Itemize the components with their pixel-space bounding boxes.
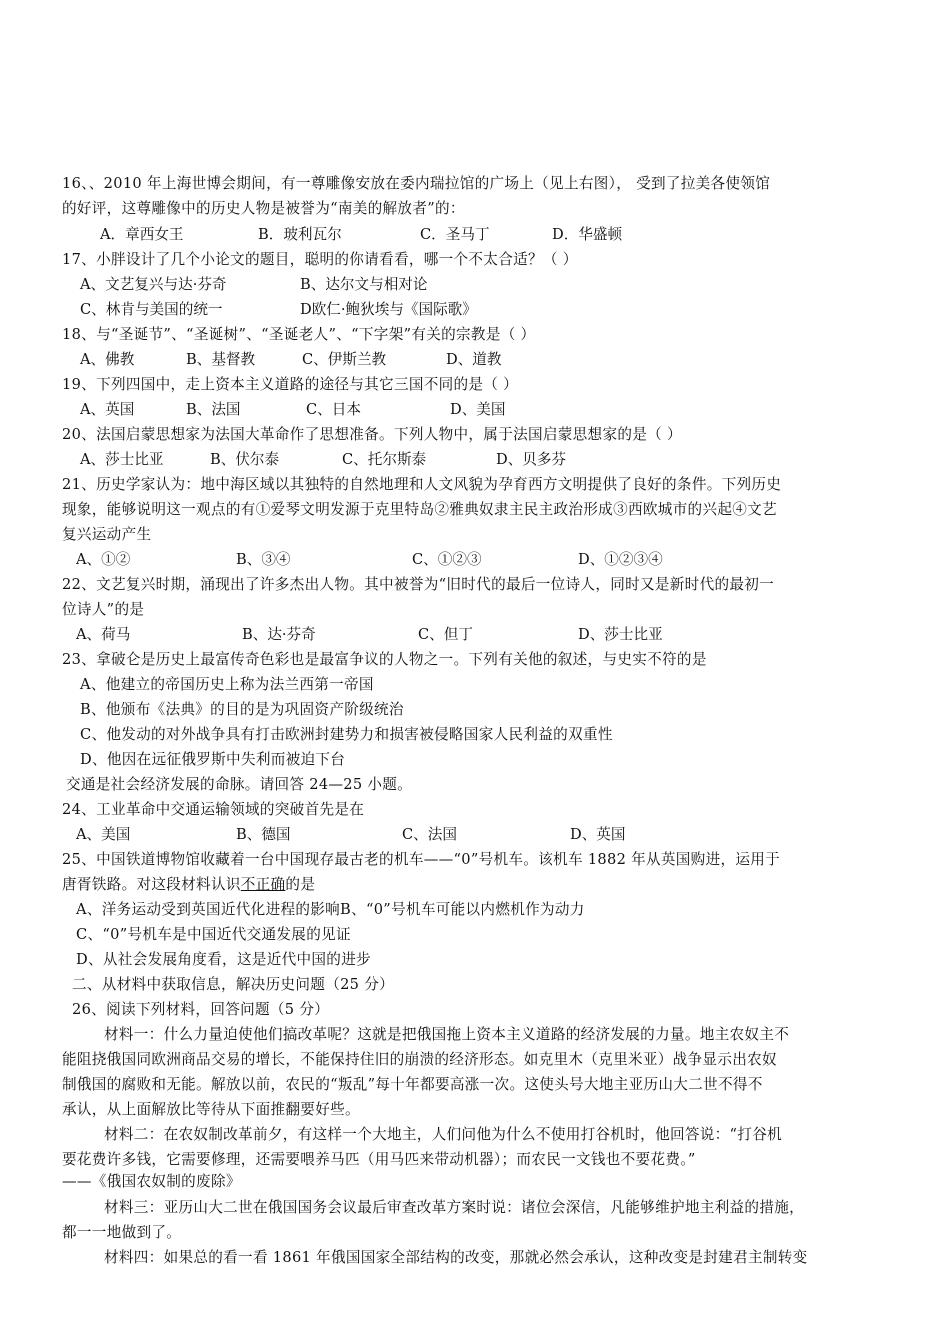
q25-options-ab [76,901,585,919]
q19-stem: 19、下列四国中，走上资本主义道路的途径与其它三国不同的是（ ） [62,376,519,393]
q17-option-c: C、林肯与美国的统一 [80,301,223,318]
q26-material-2-line1: 材料二：在农奴制改革前夕，有这样一个大地主，人们问他为什么不使用打谷机时，他回答说：“打谷机 [104,1126,782,1143]
q18-option-c: C、伊斯兰教 [302,351,387,368]
q18-option-b: B、基督教 [186,351,256,368]
q18-option-a: A、佛教 [80,351,135,368]
q19-option-d: D、美国 [450,401,506,418]
q20-option-b: B、伏尔泰 [210,451,280,468]
q23-option-c: C、他发动的对外战争具有打击欧洲封建势力和损害被侵略国家人民利益的双重性 [80,726,613,743]
q25-option-c: C、“0”号机车是中国近代交通发展的见证 [76,926,351,943]
q21-option-c: C、①②③ [412,551,482,568]
q25-option-b: B、“0”号机车可能以内燃机作为动力 [340,901,585,918]
q26-stem: 26、阅读下列材料，回答问题（5 分） [72,1001,330,1018]
q25-stem-line2 [62,876,315,894]
q22-option-c: C、但丁 [418,626,473,643]
q25-option-a: A、洋务运动受到英国近代化进程的影响 [76,901,341,918]
q19-option-b: B、法国 [186,401,241,418]
q24-25-intro: 交通是社会经济发展的命脉。请回答 24—25 小题。 [66,776,413,793]
q24-option-c: C、法国 [402,826,457,843]
q16-option-d: D．华盛顿 [552,226,623,243]
q25-stem-text-a: 唐胥铁路。对这段材料认识 [62,876,241,893]
q17-option-d: D欧仁·鲍狄埃与《国际歌》 [300,301,477,318]
q25-option-d: D、从社会发展角度看，这是近代中国的进步 [76,951,371,968]
q24-option-d: D、英国 [570,826,626,843]
q26-material-3-line2: 都一一地做到了。 [62,1224,182,1241]
q18-stem: 18、与“圣诞节”、“圣诞树”、“圣诞老人”、“下字架”有关的宗教是（ ） [62,326,536,343]
q16-option-c: C．圣马丁 [420,226,490,243]
q26-material-3-line1: 材料三：亚历山大二世在俄国国务会议最后审查改革方案时说：诸位会深信，凡能够维护地主利益的措施， [104,1199,805,1216]
q22-stem-line2: 位诗人”的是 [62,601,145,618]
q19-option-c: C、日本 [306,401,361,418]
q20-option-a: A、莎士比亚 [80,451,164,468]
q25-emphasis-underline: 不正确 [240,876,286,893]
q16-stem-line1: 16、、2010 年上海世博会期间，有一尊雕像安放在委内瑞拉馆的广场上（见上右图）， 受到了拉美各使领馆 [62,175,771,192]
q21-option-b: B、③④ [236,551,291,568]
q26-material-2-source: ——《俄国农奴制的废除》 [62,1173,241,1190]
q22-option-b: B、达·芬奇 [242,626,316,643]
q26-material-2-line2: 要花费许多钱，它需要修理，还需要喂养马匹（用马匹来带动机器）；而农民一文钱也不要花费。” [62,1151,696,1168]
q17-option-a: A、文艺复兴与达·芬奇 [80,276,227,293]
section-2-heading: 二、从材料中获取信息，解决历史问题（25 分） [72,976,394,993]
q22-option-a: A、荷马 [76,626,131,643]
q21-stem-line2: 现象，能够说明这一观点的有①爱琴文明发源于克里特岛②雅典奴隶主民主政治形成③西欧城市的兴起④文艺 [62,501,777,518]
q24-option-a: A、美国 [76,826,131,843]
q26-material-1-line3: 制俄国的腐败和无能。解放以前，农民的“叛乱”每十年都要高涨一次。这使头号大地主亚历山大二世不得不 [62,1076,763,1093]
q23-option-a: A、他建立的帝国历史上称为法兰西第一帝国 [80,676,374,693]
q18-option-d: D、道教 [446,351,502,368]
q25-stem-line1: 25、中国铁道博物馆收藏着一台中国现存最古老的机车——“0”号机车。该机车 1882 年从英国购进，运用于 [62,851,781,868]
q26-material-1-line2: 能阻挠俄国同欧洲商品交易的增长，不能保持住旧的崩溃的经济形态。如克里木（克里米亚）战争显示出农奴 [62,1051,777,1068]
q21-stem-line3: 复兴运动产生 [62,526,152,543]
q20-stem: 20、法国启蒙思想家为法国大革命作了思想准备。下列人物中，属于法国启蒙思想家的是（ ） [62,426,682,443]
q26-material-4-line1: 材料四：如果总的看一看 1861 年俄国国家全部结构的改变，那就必然会承认，这种改变是封建君主制转变 [104,1249,808,1266]
q19-option-a: A、英国 [80,401,135,418]
q23-option-d: D、他因在远征俄罗斯中失利而被迫下台 [80,751,346,768]
q20-option-c: C、托尔斯泰 [342,451,427,468]
q23-stem: 23、拿破仑是历史上最富传奇色彩也是最富争议的人物之一。下列有关他的叙述，与史实不符的是 [62,651,707,668]
q24-stem: 24、工业革命中交通运输领域的突破首先是在 [62,801,365,818]
q20-option-d: D、贝多芬 [496,451,567,468]
q22-stem-line1: 22、文艺复兴时期，涌现出了许多杰出人物。其中被誉为“旧时代的最后一位诗人，同时又是新时代的最初一 [62,576,775,593]
q17-stem: 17、小胖设计了几个小论文的题目，聪明的你请看看，哪一个不太合适？（ ） [62,251,578,268]
q17-option-b: B、达尔文与相对论 [300,276,428,293]
q23-option-b: B、他颁布《法典》的目的是为巩固资产阶级统治 [80,701,404,718]
q24-option-b: B、德国 [236,826,291,843]
q16-option-a: A．章西女王 [100,226,184,243]
q21-option-a: A、①② [76,551,131,568]
q16-option-b: B．玻利瓦尔 [258,226,342,243]
q16-stem-line2: 的好评，这尊雕像中的历史人物是被誉为“南美的解放者”的： [62,200,465,217]
q26-material-1-line4: 承认，从上面解放比等待从下面推翻要好些。 [62,1101,360,1118]
q25-stem-text-b: 的是 [285,876,316,893]
q26-material-1-line1: 材料一：什么力量迫使他们搞改革呢？这就是把俄国拖上资本主义道路的经济发展的力量。地主农奴主不 [104,1026,790,1043]
q21-stem-line1: 21、历史学家认为：地中海区域以其独特的自然地理和人文风貌为孕育西方文明提供了良好的条件。下列历史 [62,476,782,493]
q21-option-d: D、①②③④ [578,551,663,568]
q22-option-d: D、莎士比亚 [578,626,663,643]
